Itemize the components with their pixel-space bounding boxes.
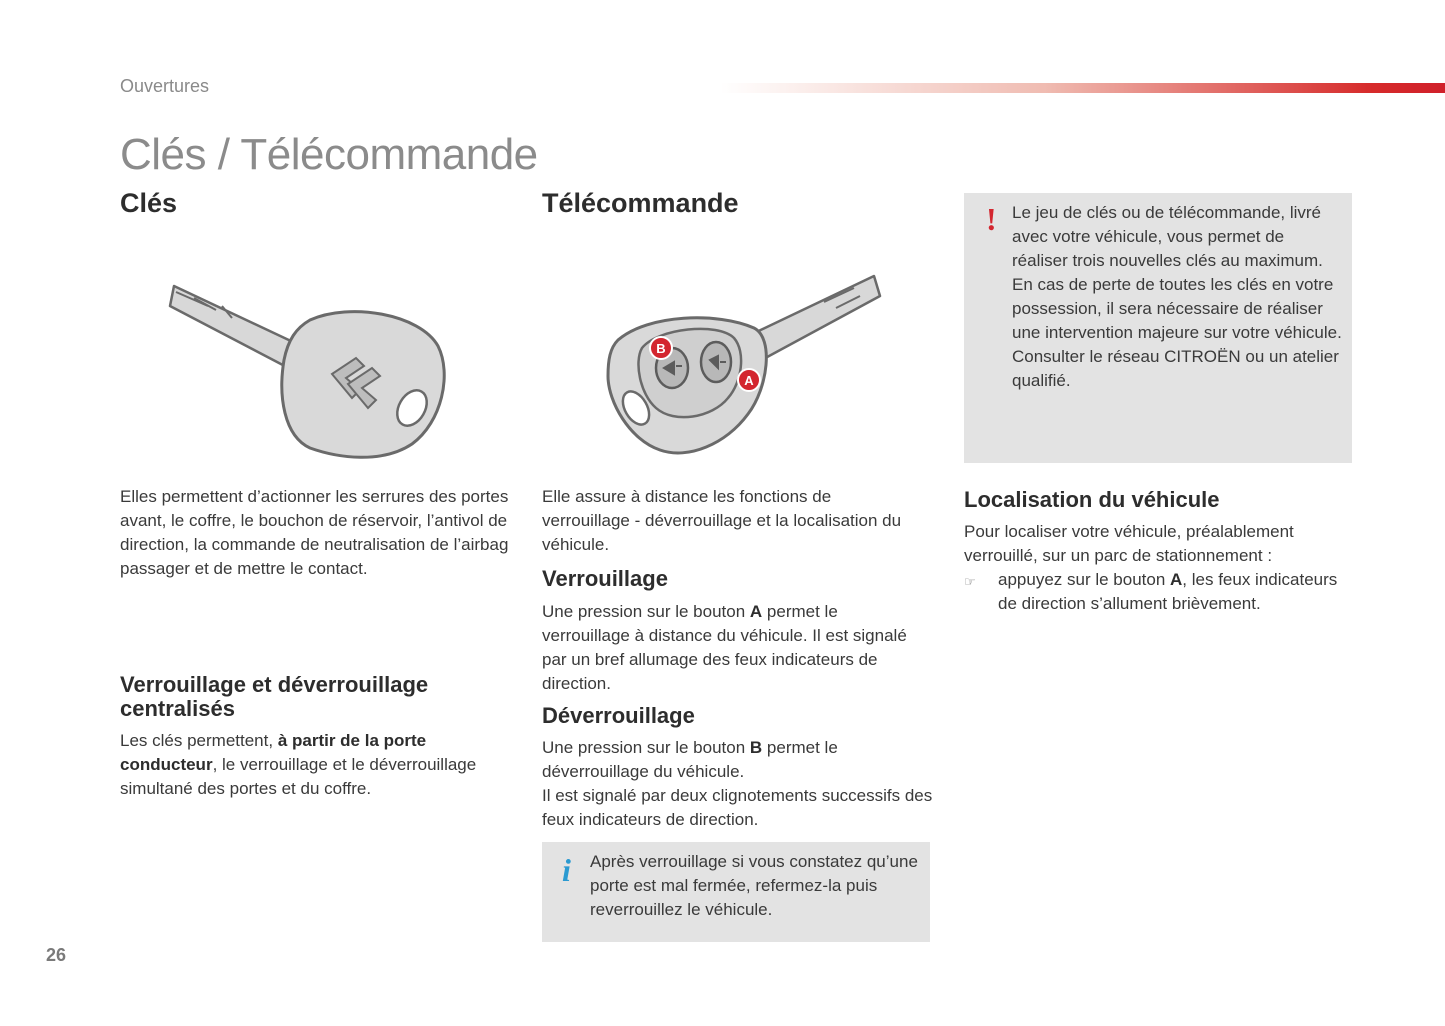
unlocking-heading: Déverrouillage — [542, 703, 695, 728]
page-title: Clés / Télécommande — [120, 130, 538, 179]
vehicle-location-bullet — [964, 568, 1349, 616]
remote-key-illustration — [598, 262, 898, 467]
section-label: Ouvertures — [120, 76, 210, 96]
central-locking-text: Les clés permettent, à partir de la porte conducteur, le verrouillage et le déverrouillage simultané des portes et du coffre. — [120, 731, 477, 798]
remote-heading: Télécommande — [542, 188, 739, 218]
central-locking-heading: Verrouillage et déverrouillage centralisés — [120, 672, 429, 721]
keys-intro-text: Elles permettent d’actionner les serrures des portes avant, le coffre, le bouchon de réservoir, l’antivol de direction, la commande de neutralisation de l’airbag passager et de mettre le contact. — [120, 487, 509, 578]
locking-text: Une pression sur le bouton A permet le verrouillage à distance du véhicule. Il est signalé par un bref allumage des feux indicateurs de direction. — [542, 602, 907, 693]
warning-note-box — [964, 193, 1352, 463]
key-illustration — [160, 262, 460, 467]
header-accent-bar — [720, 83, 1445, 93]
remote-intro-text: Elle assure à distance les fonctions de verrouillage - déverrouillage et la localisation du véhicule. — [542, 487, 902, 554]
keys-heading: Clés — [120, 188, 178, 218]
remote-blade — [748, 276, 880, 362]
button-b-ref: B — [749, 738, 763, 757]
warning-icon: ! — [986, 201, 997, 237]
button-a-ref-location: A — [1170, 570, 1183, 589]
button-a-ref: A — [749, 602, 763, 621]
locking-heading: Verrouillage — [542, 566, 668, 591]
page-number: 26 — [46, 945, 67, 965]
vehicle-location-heading: Localisation du véhicule — [964, 487, 1220, 512]
pointing-hand-icon: ☞ — [964, 574, 976, 589]
warning-note-text: Le jeu de clés ou de télécommande, livré avec votre véhicule, vous permet de réaliser trois nouvelles clés au maximum. En cas de perte de toutes les clés en votre possession, il sera nécessaire de réaliser une intervention majeure sur votre véhicule. Consulter le réseau CITROËN ou un atelier qualifié. — [1012, 203, 1342, 390]
label-b-text: B — [656, 341, 666, 356]
driver-door-emphasis: à partir de la porte conducteur — [120, 731, 427, 774]
unlocking-text: Une pression sur le bouton B permet le déverrouillage du véhicule. Il est signalé par deux clignotements successifs des feux indicateurs de direction. — [542, 738, 933, 829]
vehicle-location-intro: Pour localiser votre véhicule, préalablement verrouillé, sur un parc de stationnement : — [964, 522, 1294, 565]
info-icon: i — [562, 852, 571, 888]
info-note-box — [542, 842, 930, 942]
info-note-text: Après verrouillage si vous constatez qu’une porte est mal fermée, refermez-la puis reverrouillez le véhicule. — [590, 852, 918, 919]
vehicle-location-bullet-text: appuyez sur le bouton A, les feux indicateurs de direction s’allument brièvement. — [998, 570, 1338, 613]
label-a-text: A — [744, 373, 754, 388]
